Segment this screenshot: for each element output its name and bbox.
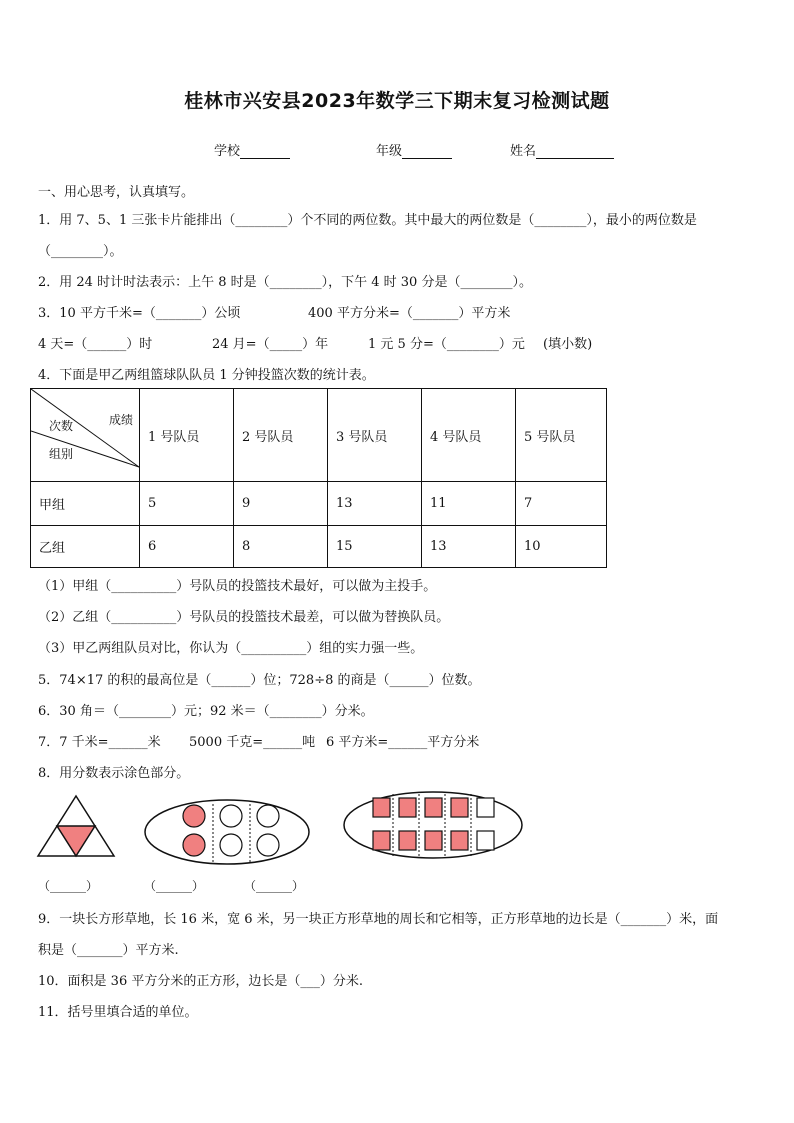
school-blank[interactable] — [240, 146, 290, 159]
table-cell: 10 — [516, 526, 607, 568]
table-row-label: 乙组 — [31, 526, 140, 568]
section-heading: 一、用心思考，认真填写。 — [38, 185, 195, 200]
question-4-sub-1: （1）甲组（__________）号队员的投篮技术最好，可以做为主投手。 — [38, 579, 437, 594]
circles-figure — [143, 798, 313, 868]
question-11: 11．括号里填合适的单位。 — [38, 1005, 198, 1020]
table-cell: 9 — [234, 482, 328, 526]
question-3-part-b: 400 平方分米=（_______）平方米 — [308, 306, 511, 321]
table-cell: 15 — [328, 526, 422, 568]
answer-blank-circles[interactable]: （______） — [144, 879, 205, 893]
table-header-cell: 5 号队员 — [516, 389, 607, 482]
table-header-cell: 4 号队员 — [422, 389, 516, 482]
question-3-note: (填小数) — [543, 337, 593, 352]
table-row — [31, 526, 607, 568]
table-header-cell: 2 号队员 — [234, 389, 328, 482]
question-10: 10．面积是 36 平方分米的正方形，边长是（___）分米. — [38, 974, 363, 989]
grade-field — [376, 140, 452, 159]
answer-blank-squares[interactable]: （______） — [244, 879, 305, 893]
question-3-part-e: 1 元 5 分=（________）元 — [368, 337, 525, 352]
name-field — [510, 140, 614, 159]
stats-table — [30, 388, 607, 568]
page-title: 桂林市兴安县2023年数学三下期末复习检测试题 — [184, 90, 610, 112]
question-3-part-c: 4 天=（______）时 — [38, 337, 153, 352]
corner-label-bottom: 组别 — [49, 447, 74, 461]
squares-figure — [342, 790, 526, 860]
question-1-line-2: （________）。 — [38, 244, 123, 259]
question-3-part-a: 3．10 平方千米=（_______）公顷 — [38, 306, 241, 321]
table-cell: 6 — [140, 526, 234, 568]
question-9-line-2: 积是（_______）平方米. — [38, 943, 179, 958]
table-header-cell: 3 号队员 — [328, 389, 422, 482]
table-cell: 7 — [516, 482, 607, 526]
question-9-line-1: 9．一块长方形草地，长 16 米，宽 6 米，另一块正方形草地的周长和它相等，正方形草地的边长是（_______）米，面 — [38, 912, 719, 927]
table-row-label: 甲组 — [31, 482, 140, 526]
question-4-sub-3: （3）甲乙两组队员对比，你认为（__________）组的实力强一些。 — [38, 641, 424, 656]
table-corner-cell — [31, 389, 140, 482]
question-7-part-a: 7．7 千米=______米 — [38, 735, 161, 750]
table-header-cell: 1 号队员 — [140, 389, 234, 482]
name-blank[interactable] — [536, 146, 614, 159]
corner-label-top: 成绩 — [109, 413, 134, 427]
table-cell: 5 — [140, 482, 234, 526]
table-cell: 8 — [234, 526, 328, 568]
name-label: 姓名 — [510, 144, 537, 159]
corner-diagonal-lines — [31, 389, 140, 481]
table-row — [31, 482, 607, 526]
question-7-part-b: 5000 千克=______吨 — [189, 735, 316, 750]
answer-blank-triangle[interactable]: （______） — [38, 879, 99, 893]
table-cell: 13 — [328, 482, 422, 526]
question-2: 2．用 24 时计时法表示：上午 8 时是（________），下午 4 时 30 分是（________）。 — [38, 275, 532, 290]
question-1-line-1: 1．用 7、5、1 三张卡片能排出（________）个不同的两位数。其中最大的两位数是（________），最小的两位数是 — [38, 213, 697, 228]
school-label: 学校 — [214, 144, 241, 159]
triangle-figure — [36, 792, 120, 862]
question-8: 8．用分数表示涂色部分。 — [38, 766, 190, 781]
question-3-part-d: 24 月=（_____）年 — [212, 337, 329, 352]
grade-label: 年级 — [376, 144, 403, 159]
grade-blank[interactable] — [402, 146, 452, 159]
corner-label-middle: 次数 — [49, 419, 74, 433]
question-6: 6．30 角＝（________）元；92 米＝（________）分米。 — [38, 704, 374, 719]
school-field — [214, 140, 290, 159]
question-4: 4．下面是甲乙两组篮球队队员 1 分钟投篮次数的统计表。 — [38, 368, 375, 383]
question-4-sub-2: （2）乙组（__________）号队员的投篮技术最差，可以做为替换队员。 — [38, 610, 450, 625]
table-header-row — [31, 389, 607, 482]
table-cell: 13 — [422, 526, 516, 568]
question-5: 5．74×17 的积的最高位是（______）位；728÷8 的商是（______）位数。 — [38, 673, 481, 688]
table-cell: 11 — [422, 482, 516, 526]
question-7-part-c: 6 平方米=______平方分米 — [326, 735, 480, 750]
